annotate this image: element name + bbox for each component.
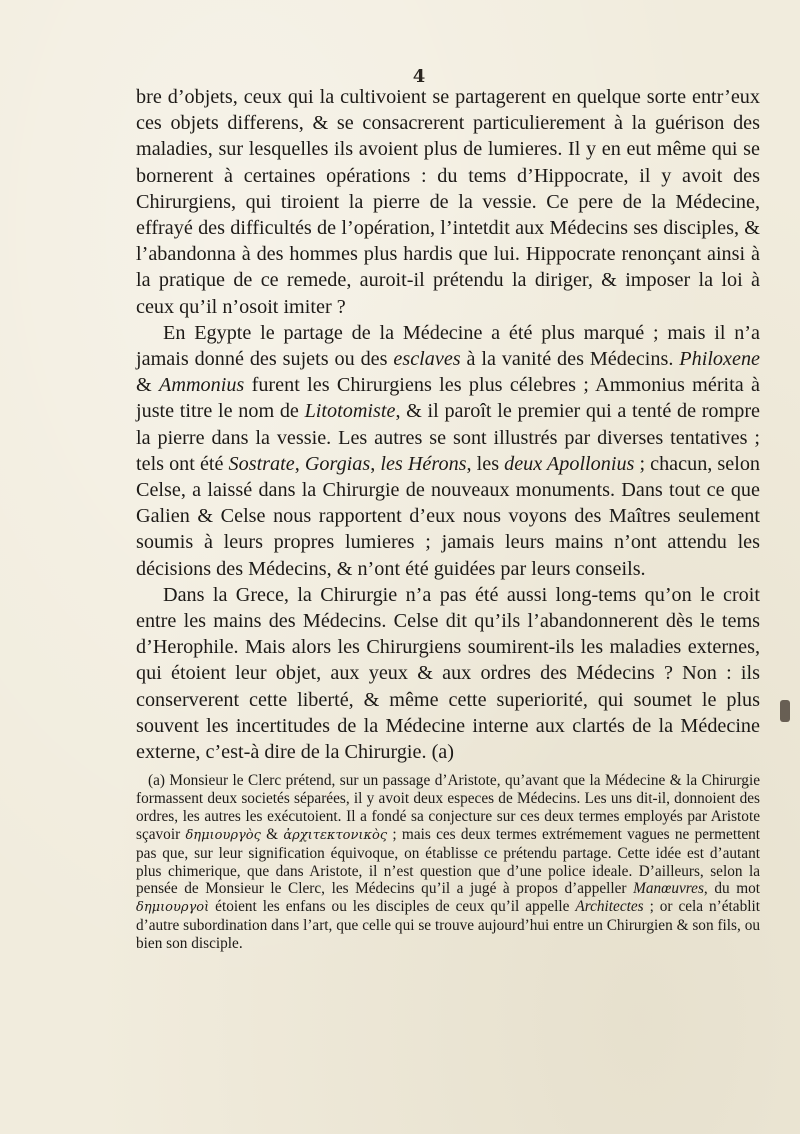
fn-greek-3: δημιουργοὶ	[136, 900, 210, 916]
p2-text-6: ,	[294, 452, 305, 475]
footnote-a	[136, 772, 760, 953]
footnote	[136, 772, 760, 953]
p2-italic-litotomiste: Litotomiste	[304, 400, 396, 423]
paragraph-1-text: bre d’objets, ceux qui la cultivoient se partagerent en quelque sorte entr’eux ces objets differens, & se consacrerent particulierement à la guérison des maladies, sur lesquelles ils avoient plus de lumieres. Il y en eut même qui se bornerent à certaines opérations : du tems d’Hippocrate, il y avoit des Chirurgiens, qui tiroient la pierre de la vessie. Ce pere de la Médecine, effrayé des difficultés de l’opération, l’intetdit aux Médecins ses disciples, & l’abandonna à des hommes plus hardis que lui. Hippocrate renonçant ainsi à la pratique de ce remede, auroit-il prétendu la diriger, & imposer la loi à ceux qu’il n’osoit imiter ?	[136, 86, 760, 318]
p2-text-4: furent les Chirurgiens les plus célebres ; Ammonius mérita à juste titre le nom de	[136, 374, 761, 423]
fn-text-4: , du mot	[703, 880, 760, 898]
paragraph-3-text: Dans la Grece, la Chirurgie n’a pas été aussi long-tems qu’on le croit entre les mains des Médecins. Celse dit qu’ils l’abandonnerent dès le tems d’Herophile. Mais alors les Chirurgiens soumirent-ils les maladies externes, qui étoient leur objet, aux yeux & aux ordres des Médecins ? Non : ils conserverent cette liberté, & même cette superiorité, qui soumet le plus souvent les incertitudes de la Médecine interne aux clartés de la Médecine externe, c’est-à dire de la Chirurgie. (a)	[136, 583, 760, 764]
p2-italic-herons: les Hérons	[380, 452, 467, 475]
paragraph-1	[136, 84, 760, 320]
p2-italic-philoxene: Philoxene	[679, 348, 760, 371]
p2-italic-apollonius: deux Apollonius	[504, 452, 635, 475]
p2-italic-esclaves: esclaves	[393, 348, 461, 371]
p2-text-2: à la vanité des Médecins.	[460, 348, 680, 371]
fn-greek-1: δημιουργὸς	[185, 827, 261, 843]
fn-greek-2: ἀρχιτεκτονικὸς	[283, 827, 388, 843]
fn-italic-manoeuvres: Manœuvres	[633, 880, 704, 898]
p2-text-9: ; chacun, selon Celse, a laissé dans la Chirurgie de nouveaux monuments. Dans tout ce que Galien & Celse nous rapportent d’eux nous voyons des Maîtres seulement soumis à leurs propres lumieres ; jamais leurs mains n’ont attendu les décisions des Médecins, & n’ont été guidées par leurs conseils.	[136, 452, 761, 580]
ink-smudge	[780, 700, 790, 722]
fn-italic-architectes: Architectes	[575, 898, 644, 916]
fn-text-5: étoient les enfans ou les disciples de ceux qu’il appelle	[209, 898, 576, 916]
p2-text-5: , & il paroît le premier qui a tenté de rompre la pierre dans la vessie. Les autres se sont illustrés par diverses tentatives ; tels ont été	[136, 400, 761, 475]
main-text	[136, 84, 760, 765]
p2-text-3: &	[136, 374, 160, 397]
p2-italic-gorgias: Gorgias	[304, 452, 371, 475]
p2-italic-sostrate: Sostrate	[228, 452, 295, 475]
fn-text-3: ; mais ces deux termes extrémement vagues ne permettent pas que, sur leur signification équivoque, on établisse ce prétendu partage. Cette idée est d’autant plus chimerique, que dans Aristote, il n’est question que d’une police ideale. D’ailleurs, selon la pensée de Monsieur le Clerc, les Médecins qu’il a jugé à propos d’appeller	[136, 825, 761, 898]
p2-italic-ammonius: Ammonius	[159, 374, 245, 397]
fn-text-1: (a) Monsieur le Clerc prétend, sur un passage d’Aristote, qu’avant que la Médecine & la Chirurgie formassent deux societés séparées, il y avoit deux especes de Médecins. Les uns dit-il, donnoient des ordres, les autres les exécutoient. Il a fondé sa conjecture sur ces deux termes employés par Aristote sçavoir	[136, 772, 760, 843]
page-number: 4	[412, 66, 426, 87]
p2-text-1: En Egypte le partage de la Médecine a été plus marqué ; mais il n’a jamais donné des sujets ou des	[136, 321, 760, 371]
fn-text-6: ; or cela n’établit d’autre subordination dans l’art, que celle qui se trouve aujourd’hui entre un Chirurgien & son fils, ou bien son disciple.	[136, 898, 760, 953]
fn-text-2: &	[260, 825, 284, 843]
p2-text-7: ,	[370, 452, 381, 475]
paragraph-2	[136, 320, 760, 582]
paragraph-3	[136, 582, 760, 765]
p2-text-8: , les	[466, 452, 505, 475]
